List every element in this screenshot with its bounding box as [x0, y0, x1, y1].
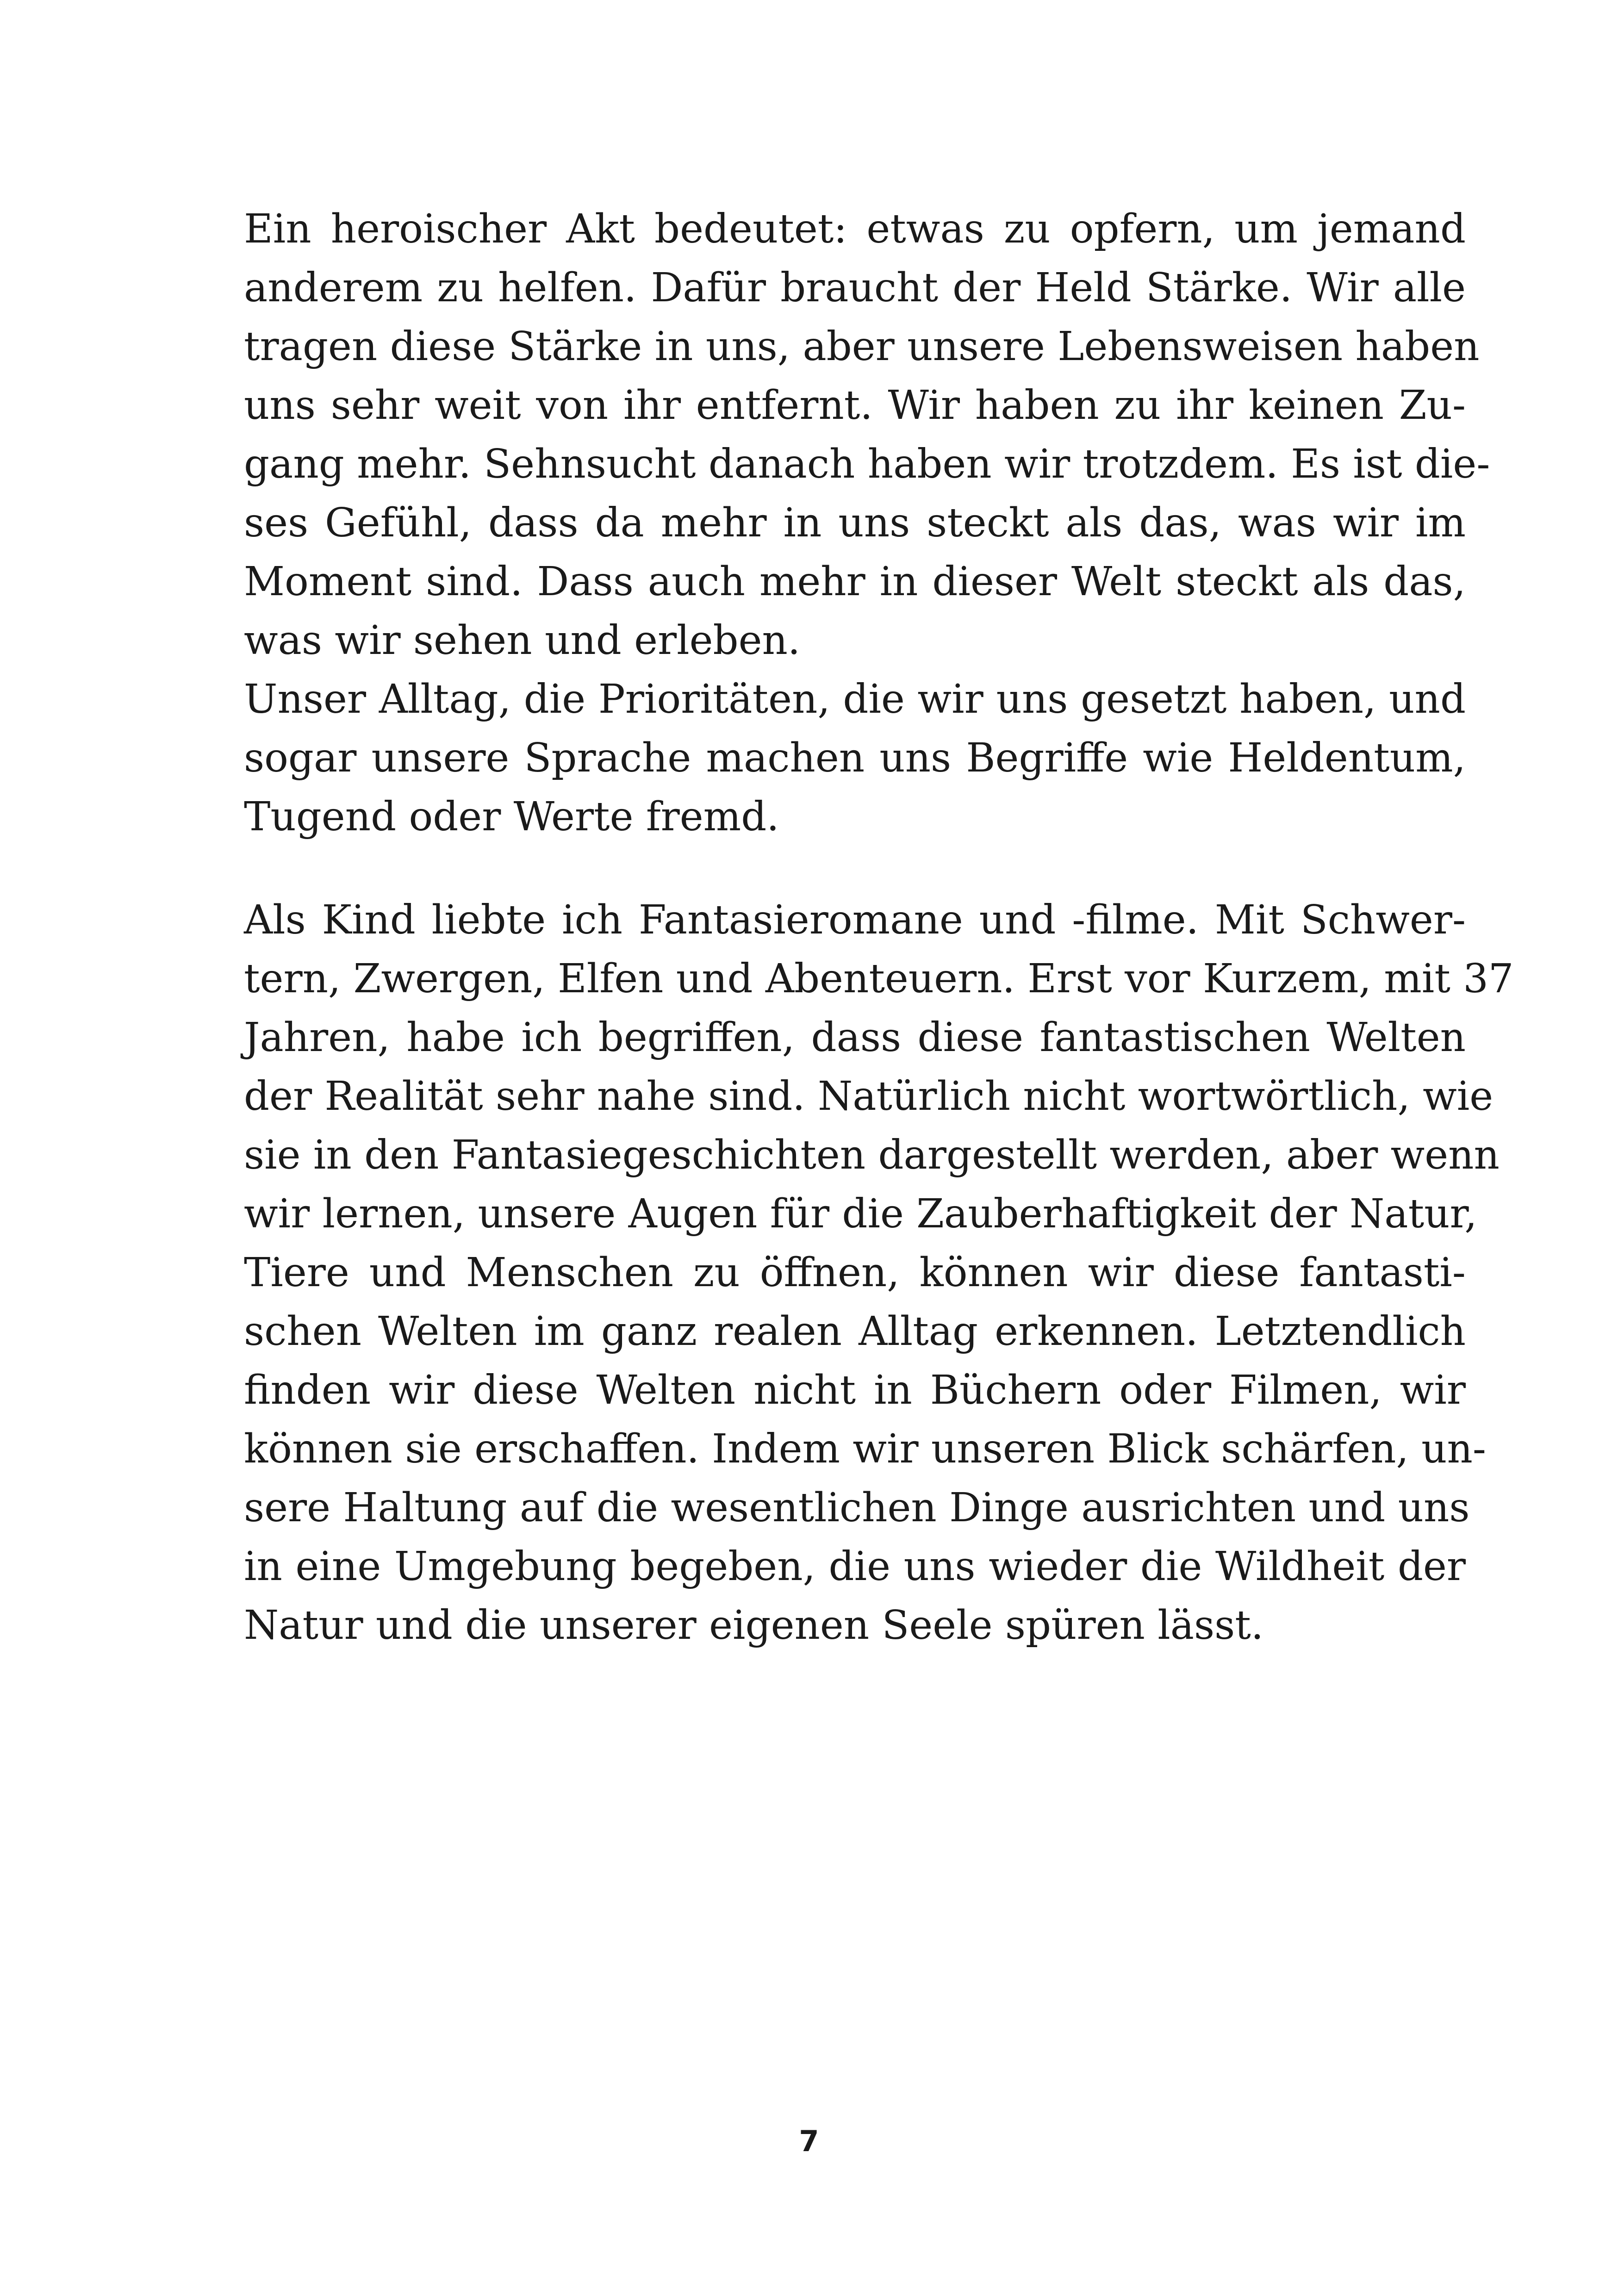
paragraph-1-line-4: uns sehr weit von ihr entfernt. Wir haben zu ihr keinen Zu- [244, 382, 1466, 429]
paragraph-1-line-6: ses Gefühl, dass da mehr in uns steckt als das, was wir im [244, 500, 1466, 546]
paragraph-1-line-3: tragen diese Stärke in uns, aber unsere Lebensweisen haben [244, 324, 1480, 370]
paragraph-3-line-12: in eine Umgebung begeben, die uns wieder die Wildheit der [244, 1543, 1466, 1590]
paragraph-3-line-5: sie in den Fantasiegeschichten dargestellt werden, aber wenn [244, 1132, 1500, 1178]
paragraph-gap [244, 846, 1466, 891]
paragraph-3-line-10: können sie erschaffen. Indem wir unseren Blick schärfen, un- [244, 1426, 1486, 1472]
paragraph-1-line-1: Ein heroischer Akt bedeutet: etwas zu opfern, um jemand [244, 206, 1466, 252]
paragraph-1-line-8: was wir sehen und erleben. [244, 617, 801, 664]
paragraph-3-line-9: finden wir diese Welten nicht in Büchern oder Filmen, wir [244, 1367, 1466, 1413]
paragraph-1-line-2: anderem zu helfen. Dafür braucht der Held Stärke. Wir alle [244, 265, 1466, 311]
paragraph-3-line-2: tern, Zwergen, Elfen und Abenteuern. Erst vor Kurzem, mit 37 [244, 956, 1514, 1002]
paragraph-3-line-7: Tiere und Menschen zu öffnen, können wir diese fantasti- [244, 1250, 1466, 1296]
paragraph-2-line-2: sogar unsere Sprache machen uns Begriffe wie Heldentum, [244, 735, 1466, 781]
paragraph-3-line-4: der Realität sehr nahe sind. Natürlich nicht wortwörtlich, wie [244, 1073, 1494, 1120]
paragraph-3-line-13: Natur und die unserer eigenen Seele spüren lässt. [244, 1602, 1264, 1649]
paragraph-3-line-3: Jahren, habe ich begriffen, dass diese fantastischen Welten [244, 1014, 1466, 1061]
paragraph-2-line-1: Unser Alltag, die Prioritäten, die wir uns gesetzt haben, und [244, 676, 1466, 722]
paragraph-3-line-8: schen Welten im ganz realen Alltag erkennen. Letztendlich [244, 1308, 1466, 1355]
paragraph-1-line-7: Moment sind. Dass auch mehr in dieser Welt steckt als das, [244, 559, 1466, 605]
paragraph-3-line-6: wir lernen, unsere Augen für die Zauberhaftigkeit der Natur, [244, 1191, 1477, 1237]
paragraph-3-line-11: sere Haltung auf die wesentlichen Dinge ausrichten und uns [244, 1485, 1470, 1531]
paragraph-2-line-3: Tugend oder Werte fremd. [244, 794, 779, 840]
body-text [244, 200, 1514, 1655]
page-number: 7 [799, 2124, 819, 2158]
paragraph-3-line-1: Als Kind liebte ich Fantasieromane und -filme. Mit Schwer- [244, 897, 1466, 943]
paragraph-1-line-5: gang mehr. Sehnsucht danach haben wir trotzdem. Es ist die- [244, 441, 1490, 487]
